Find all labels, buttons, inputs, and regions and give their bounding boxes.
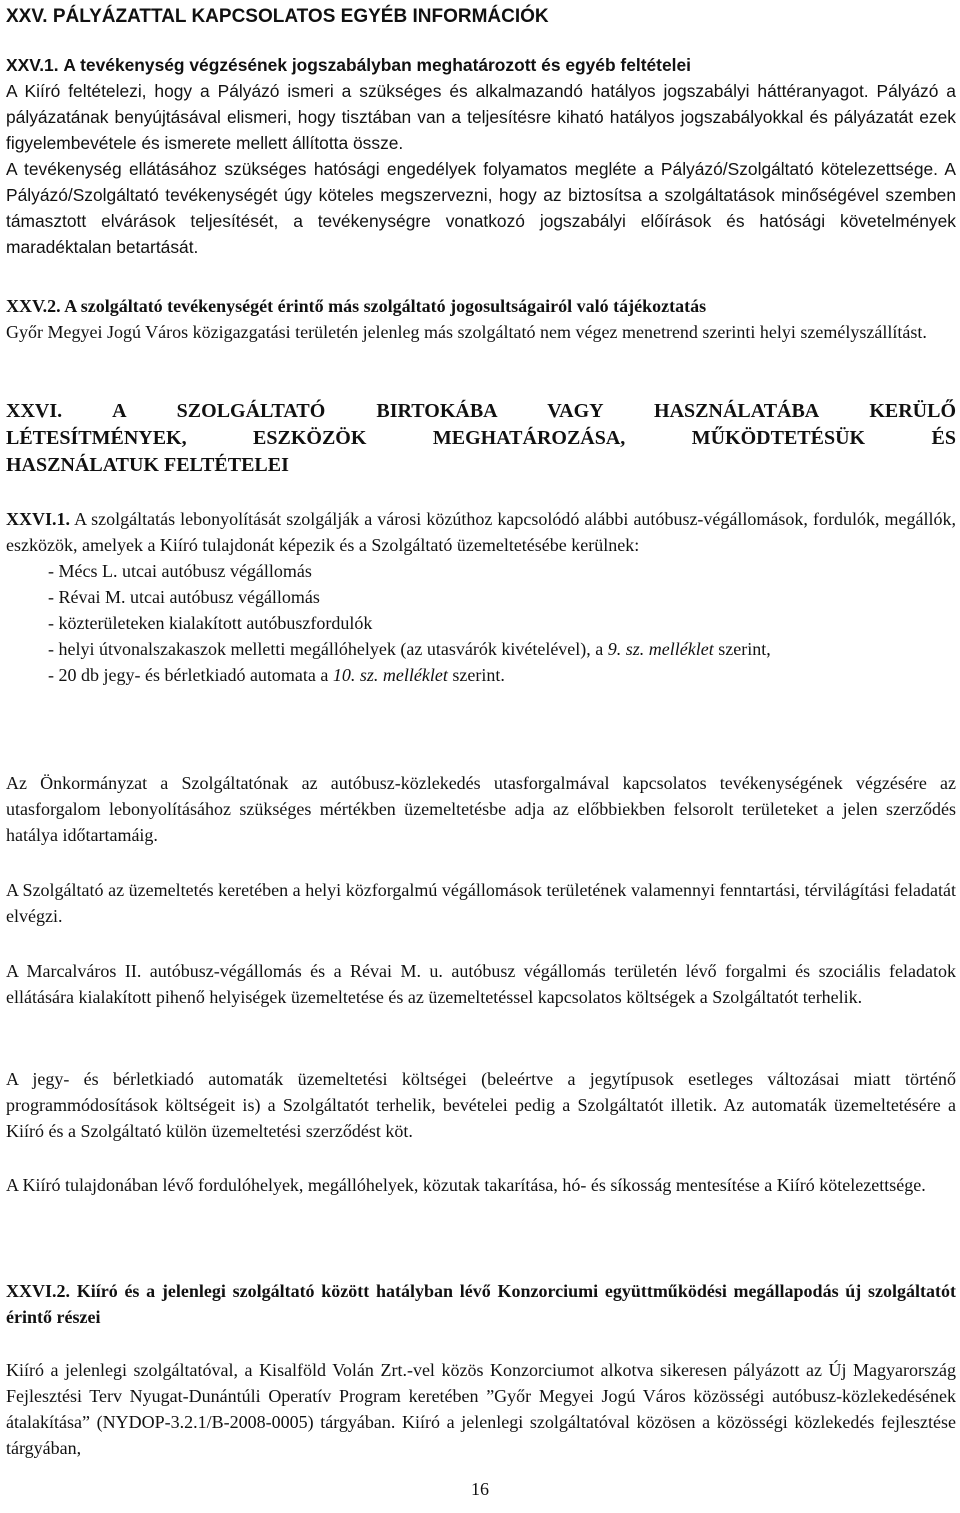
paragraph-block — [6, 1357, 956, 1461]
paragraph-text: A szolgáltatás lebonyolítását szolgálják a városi közúthoz kapcsolódó alábbi autóbusz-végállomások, fordulók, megállók, eszközök, amelyek a Kiíró tulajdonát képezik és a Szolgáltató üzemeltetésébe kerülnek: — [6, 509, 956, 555]
list-item — [48, 636, 956, 662]
paragraph-text: A Pályázó/Szolgáltató tevékenységét úgy köteles megszervezni, hogy az biztosítsa a szolgáltatások minőségével szemben támasztott elvárások teljesítését, a tevékenységre vonatkozó jogszabályi előírások és hatósági követelmények maradéktalan betartását. — [6, 159, 956, 257]
list-item-text: - 20 db jegy- és bérletkiadó automata a — [48, 665, 333, 685]
paragraph-text: Pályázó a pályázatának benyújtásával elismeri, hogy tisztában van a teljesítésre kiható hatályos jogszabályokkal és pályázatát ezek figyelembevétele és ismerete mellett állította össze. — [6, 81, 956, 153]
section-xxvi-2 — [6, 1278, 956, 1330]
paragraph: A Kiíró tulajdonában lévő fordulóhelyek, megállóhelyek, közutak takarítása, hó- és síkosság mentesítése a Kiíró kötelezettsége. — [6, 1175, 926, 1195]
annex-reference: 10. sz. melléklet — [332, 665, 448, 685]
paragraph: A Szolgáltató az üzemeltetés keretében a helyi közforgalmú végállomások területének valamennyi fenntartási, térvilágítási feladatát elvégzi. — [6, 880, 956, 926]
subsection-number: XXV.2. — [6, 296, 61, 316]
subsection-number: XXVI.1. — [6, 509, 71, 529]
paragraph: Az Önkormányzat a Szolgáltatónak az autóbusz-közlekedés utasforgalmával kapcsolatos tevékenységének végzésére az utasforgalom lebonyolításához szükséges mértékben üzemeltetésbe adja az előbbiekben felsorolt területeket a jelen szerződés hatálya időtartamáig. — [6, 773, 956, 845]
paragraph — [6, 506, 956, 558]
section-title-line: XXVI. A SZOLGÁLTATÓ BIRTOKÁBA VAGY HASZNÁLATÁBA KERÜLŐ — [6, 400, 956, 422]
paragraph: Kiíró a jelenlegi szolgáltatóval, a Kisalföld Volán Zrt.-vel közös Konzorciumot alkotva sikeresen pályázott az Új Magyarország Fejlesztési Terv Nyugat-Dunántúli Operatív Program keretében ”Győr Megyei Jogú Város közösségi autóbusz-közlekedésének átalakítása” (NYDOP-3.2.1/B-2008-0005) tárgyában. Kiíró a jelenlegi szolgáltatóval közösen a közösségi közlekedés fejlesztése tárgyában, — [6, 1360, 956, 1458]
list-item-text: szerint. — [447, 665, 505, 685]
paragraph-block — [6, 958, 956, 1010]
list-item — [48, 662, 956, 688]
paragraph: Győr Megyei Jogú Város közigazgatási területén jelenleg más szolgáltató nem végez menetrend szerinti helyi személyszállítást. — [6, 322, 927, 342]
section-title-xxv: XXV. PÁLYÁZATTAL KAPCSOLATOS EGYÉB INFORMÁCIÓK — [6, 6, 549, 27]
paragraph — [6, 78, 956, 156]
paragraph — [6, 156, 956, 260]
facility-list — [6, 558, 956, 688]
paragraph-text: A tevékenység ellátásához szükséges hatósági engedélyek folyamatos megléte a Pályázó/Szolgáltató kötelezettsége. — [6, 159, 938, 179]
paragraph: A jegy- és bérletkiadó automaták üzemeltetési költségei (beleértve a jegytípusok esetleges változásai miatt történő programmódosítások költségeit is) a Szolgáltatót terhelik, bevételei pedig a Szolgáltatót illetik. Az automaták üzemeltetésére a Kiíró és a Szolgáltató külön üzemeltetési szerződést köt. — [6, 1069, 956, 1141]
subsection-title: A tevékenység végzésének jogszabályban meghatározott és egyéb feltételei — [63, 55, 691, 75]
subsection-title: Kiíró és a jelenlegi szolgáltató között hatályban lévő Konzorciumi együttműködési megállapodás új szolgáltatót érintő részei — [6, 1281, 956, 1327]
paragraph-block — [6, 770, 956, 848]
annex-reference: 9. sz. melléklet — [607, 639, 714, 659]
section-xxvi-1 — [6, 506, 956, 688]
subsection-heading-xxv-1 — [6, 52, 956, 78]
list-item-text: szerint, — [713, 639, 771, 659]
paragraph-block — [6, 877, 956, 929]
section-title-xxvi — [6, 398, 956, 479]
section-title-line: LÉTESÍTMÉNYEK, ESZKÖZÖK MEGHATÁROZÁSA, MŰKÖDTETÉSÜK ÉS — [6, 427, 956, 449]
subsection-title: A szolgáltató tevékenységét érintő más szolgáltató jogosultságairól való tájékoztatás — [60, 296, 707, 316]
paragraph-text: A Kiíró feltételezi, hogy a Pályázó ismeri a szükséges és alkalmazandó hatályos jogszabályi háttéranyagot. — [6, 81, 869, 101]
paragraph-block — [6, 1172, 956, 1198]
list-item: - közterületeken kialakított autóbuszfordulók — [48, 613, 373, 633]
list-item: - Révai M. utcai autóbusz végállomás — [48, 587, 320, 607]
list-item-text: - helyi útvonalszakaszok melletti megállóhelyek (az utasvárók kivételével), a — [48, 639, 608, 659]
page-number: 16 — [471, 1479, 489, 1499]
paragraph-block — [6, 1066, 956, 1144]
subsection-number: XXV.1. — [6, 55, 59, 75]
section-xxv-1 — [6, 52, 956, 260]
subsection-number: XXVI.2. — [6, 1281, 71, 1301]
list-item: - Mécs L. utcai autóbusz végállomás — [48, 561, 312, 581]
section-title-line: HASZNÁLATUK FELTÉTELEI — [6, 454, 289, 476]
subsection-heading-xxvi-2 — [6, 1278, 956, 1330]
paragraph: A Marcalváros II. autóbusz-végállomás és a Révai M. u. autóbusz végállomás területén lévő forgalmi és szociális feladatok ellátására kialakított pihenő helyiségek üzemeltetése és az üzemeltetéssel kapcsolatos költségek a Szolgáltatót terhelik. — [6, 961, 956, 1007]
subsection-heading-xxv-2 — [6, 293, 956, 319]
section-xxv-2 — [6, 293, 956, 345]
